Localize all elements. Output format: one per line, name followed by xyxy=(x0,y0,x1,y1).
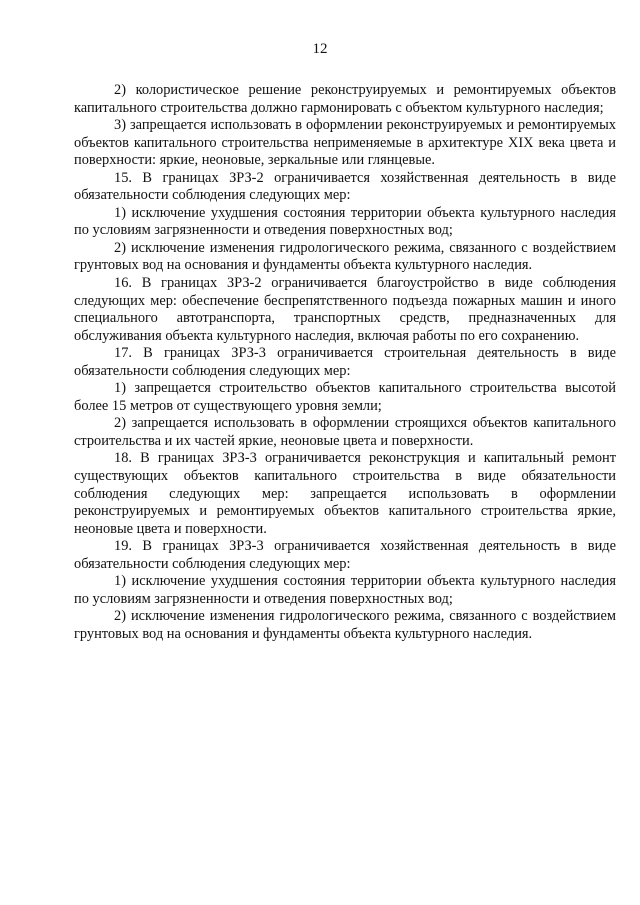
document-body xyxy=(74,82,616,644)
paragraph-clause-18: 18. В границах ЗРЗ-3 ограничивается реконструкция и капитальный ремонт существующих объектов капитального строительства в виде обязательности соблюдения следующих мер: запрещается использовать в оформлении реконструируемых и ремонтируемых объектов капитального строительства яркие, неоновые цвета и поверхности. xyxy=(74,450,616,537)
paragraph-clause-17-item-1: 1) запрещается строительство объектов капитального строительства высотой более 15 метров от существующего уровня земли; xyxy=(74,380,616,414)
paragraph-clause-17: 17. В границах ЗРЗ-3 ограничивается строительная деятельность в виде обязательности соблюдения следующих мер: xyxy=(74,345,616,379)
paragraph-clause-15: 15. В границах ЗРЗ-2 ограничивается хозяйственная деятельность в виде обязательности соблюдения следующих мер: xyxy=(74,169,616,204)
paragraph-clause-17-item-2: 2) запрещается использовать в оформлении строящихся объектов капитального строительства и их частей яркие, неоновые цвета и поверхности. xyxy=(74,415,616,449)
paragraph-clause-19-item-1: 1) исключение ухудшения состояния территории объекта культурного наследия по условиям загрязненности и отведения поверхностных вод; xyxy=(74,573,616,607)
paragraph-clause-19: 19. В границах ЗРЗ-3 ограничивается хозяйственная деятельность в виде обязательности соблюдения следующих мер: xyxy=(74,538,616,572)
paragraph-clause-16: 16. В границах ЗРЗ-2 ограничивается благоустройство в виде соблюдения следующих мер: обеспечение беспрепятственного подъезда пожарных машин и иного специального автотранспорта, транспортных средств, предназначенных для обслуживания объекта культурного наследия, включая работы по его сохранению. xyxy=(74,275,616,344)
page-number: 12 xyxy=(312,41,328,57)
paragraph-prohibited-colours: 3) запрещается использовать в оформлении реконструируемых и ремонтируемых объектов капитального строительства неприменяемые в архитектуре XIX века цвета и поверхности: яркие, неоновые, зеркальные или глянцевые. xyxy=(74,117,616,169)
paragraph-clause-19-item-2: 2) исключение изменения гидрологического режима, связанного с воздействием грунтовых вод на основания и фундаменты объекта культурного наследия. xyxy=(74,608,616,642)
paragraph-clause-15-item-1: 1) исключение ухудшения состояния территории объекта культурного наследия по условиям загрязненности и отведения поверхностных вод; xyxy=(74,204,616,239)
paragraph-colour-scheme: 2) колористическое решение реконструируемых и ремонтируемых объектов капитального строительства должно гармонировать с объектом культурного наследия; xyxy=(74,82,616,116)
paragraph-clause-15-item-2: 2) исключение изменения гидрологического режима, связанного с воздействием грунтовых вод на основания и фундаменты объекта культурного наследия. xyxy=(74,239,616,274)
